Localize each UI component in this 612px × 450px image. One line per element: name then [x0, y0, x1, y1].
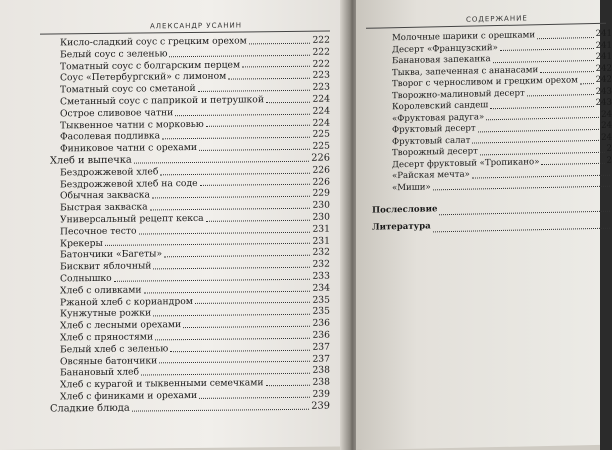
dot-leader [183, 319, 310, 328]
dot-leader [169, 47, 310, 56]
toc-entry-title: Ржаной хлеб с кориандром [60, 295, 193, 308]
toc-entry-title: Сметанный соус с паприкой и петрушкой [60, 94, 264, 108]
toc-entry-title: Бездрожжевой хлеб [60, 166, 159, 179]
toc-entry-title: Бисквит яблочный [60, 260, 152, 273]
toc-page-number: 222 [312, 34, 330, 46]
dot-leader [228, 71, 310, 80]
toc-page-number: 224 [312, 93, 330, 105]
toc-page-number: 230 [312, 211, 330, 223]
toc-entry-title: Обычная закваска [60, 189, 151, 202]
dot-leader [144, 283, 311, 293]
dot-leader [433, 221, 610, 233]
dot-leader [139, 224, 311, 234]
toc-page-number: 236 [312, 329, 330, 341]
toc-entry-title: Белый хлеб с зеленью [60, 342, 169, 356]
dot-leader [541, 156, 604, 165]
toc-entry-title: Фруктовый салат [392, 135, 471, 147]
toc-entry-title: Хлеб и выпечка [50, 154, 132, 167]
toc-page-number: 241 [595, 51, 612, 62]
toc-page-number: 24 [601, 109, 612, 120]
toc-page-number: 2 [606, 143, 612, 154]
toc-page-number: 226 [312, 164, 330, 176]
toc-entry-title: Хлеб с финиками и орехами [60, 389, 198, 403]
dot-leader [493, 53, 594, 63]
toc-page-number: 242 [595, 63, 612, 74]
toc-page-number: 223 [312, 69, 330, 82]
toc-entry-title: Творожный десерт [392, 146, 478, 159]
dot-leader [486, 110, 599, 120]
dot-leader [266, 378, 311, 386]
dot-leader [490, 99, 593, 109]
dot-leader [199, 389, 310, 398]
dot-leader [439, 204, 610, 216]
left-running-head: АЛЕКСАНДР УСАНИН [150, 21, 243, 31]
toc-page-number: 229 [312, 187, 330, 200]
toc-entry-title: Хлеб с курагой и тыквенными семечками [60, 377, 264, 391]
toc-entry-title: «Фруктовая радуга» [392, 111, 485, 124]
toc-entry-title: Послесловие [372, 204, 438, 216]
dot-leader [153, 260, 310, 270]
toc-entry-title: Банановая запеканка [392, 54, 491, 67]
toc-entry-title: Творожно-малиновый десерт [392, 87, 525, 101]
toc-page-number: 225 [312, 128, 330, 141]
toc-page-number: 238 [312, 364, 330, 377]
dot-leader [500, 41, 594, 51]
toc-entry-title: Хлеб с пряностями [60, 331, 154, 344]
toc-entry-title: Королевский сандеш [392, 100, 489, 113]
toc-entry-title: Литература [372, 221, 431, 233]
toc-entry-title: Фасолевая подливка [60, 130, 161, 143]
dot-leader [159, 354, 310, 364]
toc-entry-title: Песочное тесто [60, 225, 137, 238]
toc-entry-title: Хлеб с лесными орехами [60, 319, 182, 332]
toc-page-number: 226 [312, 176, 330, 188]
dot-leader [132, 401, 310, 411]
toc-entry-title: Томатный соус со сметаной [60, 83, 196, 96]
toc-entry-title: Острое сливовое чатни [60, 106, 174, 120]
toc-page-number: 241 [595, 40, 612, 51]
toc-page-number: 224 [312, 105, 330, 117]
toc-entry-title: Хлеб с оливками [60, 284, 142, 297]
toc-page-number: 231 [312, 235, 330, 247]
toc-entry-title: Молочные шарики с орешками [392, 30, 536, 44]
dot-leader [206, 212, 311, 221]
toc-page-number: 222 [312, 58, 330, 70]
dot-leader [105, 236, 311, 246]
toc-page-number: 242 [595, 74, 612, 85]
dot-leader [266, 95, 311, 103]
toc-page-number: 24 [601, 132, 612, 143]
toc-entry-title: Солнышко [60, 272, 112, 285]
toc-page-number: 233 [312, 270, 330, 282]
dot-leader [200, 177, 311, 186]
toc-page-number: 222 [312, 46, 330, 58]
dot-leader [175, 106, 310, 115]
dot-leader [537, 30, 594, 39]
dot-leader [164, 248, 310, 258]
toc-entry-title: Соус «Петербургский» с лимоном [60, 71, 227, 84]
toc-page-number: 225 [312, 140, 330, 152]
toc-entry-title: Универсальный рецепт кекса [60, 212, 204, 226]
toc-entry-title: Белый соус с зеленью [60, 48, 168, 61]
dot-leader [199, 142, 310, 151]
toc-entry-title: Кисло-сладкий соус с грецким орехом [60, 35, 247, 49]
toc-page-number: 243 [595, 97, 612, 108]
toc-entry-title: Десерт фруктовый «Тропикано» [392, 156, 540, 170]
left-toc-list [40, 35, 330, 416]
toc-entry-title: Томатный соус с болгарским перцем [60, 59, 241, 72]
dot-leader [153, 307, 310, 317]
toc-page-number: 235 [312, 305, 330, 318]
toc-page-number: 236 [312, 317, 330, 329]
toc-entry-title: Крекеры [60, 237, 103, 249]
dot-leader [540, 64, 593, 73]
toc-entry-title: Творог с черносливом и грецким орехом [392, 75, 578, 90]
toc-entry-title: «Миши» [392, 181, 431, 193]
toc-page-number: 235 [312, 294, 330, 306]
dot-leader [527, 87, 594, 96]
toc-page-number: 234 [312, 282, 330, 294]
toc-page-number: 238 [312, 376, 330, 388]
right-page [356, 0, 612, 450]
dot-leader [150, 201, 311, 211]
toc-page-number: 24 [601, 120, 612, 131]
right-head-rule [366, 23, 606, 29]
toc-page-number: 239 [311, 400, 330, 412]
dot-leader [206, 118, 311, 127]
toc-page-number: 239 [312, 388, 330, 400]
dot-leader [249, 36, 311, 45]
toc-entry-title: «Райская мечта» [392, 169, 470, 182]
dot-leader [198, 83, 311, 92]
toc-entry-title: Банановый хлеб [60, 366, 139, 379]
dot-leader [155, 330, 310, 340]
toc-entry-title: Тыквенное чатни с морковью [60, 118, 204, 131]
toc-entry-title: Финиковое чатни с орехами [60, 142, 197, 155]
toc-entry-title: Десерт «Французский» [392, 42, 498, 55]
toc-entry-title: Тыква, запеченная с ананасами [392, 64, 539, 78]
dot-leader [242, 59, 310, 68]
toc-page-number: 231 [312, 223, 330, 235]
left-head-rule [40, 31, 330, 35]
dot-leader [472, 133, 599, 144]
dot-leader [160, 165, 310, 175]
dot-leader [480, 144, 605, 155]
toc-entry [40, 400, 330, 415]
right-running-head: СОДЕРЖАНИЕ [466, 14, 528, 24]
toc-page-number: 224 [312, 117, 330, 129]
toc-page-number: 2 [606, 155, 612, 166]
toc-page-number: 226 [311, 152, 330, 164]
right-toc-list [372, 29, 612, 237]
toc-page-number: 243 [595, 86, 612, 97]
toc-page-number: 232 [312, 246, 330, 259]
toc-entry-title: Бездрожжевой хлеб на соде [60, 177, 198, 190]
toc-page-number: 237 [312, 353, 330, 365]
toc-page-number: 241 [595, 28, 612, 39]
dot-leader [580, 76, 594, 84]
toc-entry-title: Фруктовый десерт [392, 123, 476, 136]
dot-leader [141, 366, 310, 376]
toc-page-number: 232 [312, 258, 330, 270]
dot-leader [472, 167, 610, 178]
dot-leader [170, 342, 310, 351]
dot-leader [478, 121, 599, 132]
toc-entry [372, 215, 612, 237]
dot-leader [152, 189, 310, 199]
toc-entry-title: Батончики «Багеты» [60, 248, 163, 261]
dot-leader [195, 295, 311, 304]
toc-page-number: 223 [312, 81, 330, 93]
toc-entry-title: Сладкие блюда [50, 402, 130, 415]
toc-entry-title: Кунжутные рожки [60, 307, 152, 320]
dot-leader [114, 271, 311, 281]
dot-leader [162, 130, 310, 140]
toc-entry-title: Быстрая закваска [60, 201, 148, 214]
toc-page-number: 230 [312, 199, 330, 211]
toc-entry-title: Овсяные батончики [60, 354, 158, 367]
dot-leader [134, 154, 310, 164]
toc-page-number: 237 [312, 341, 330, 353]
